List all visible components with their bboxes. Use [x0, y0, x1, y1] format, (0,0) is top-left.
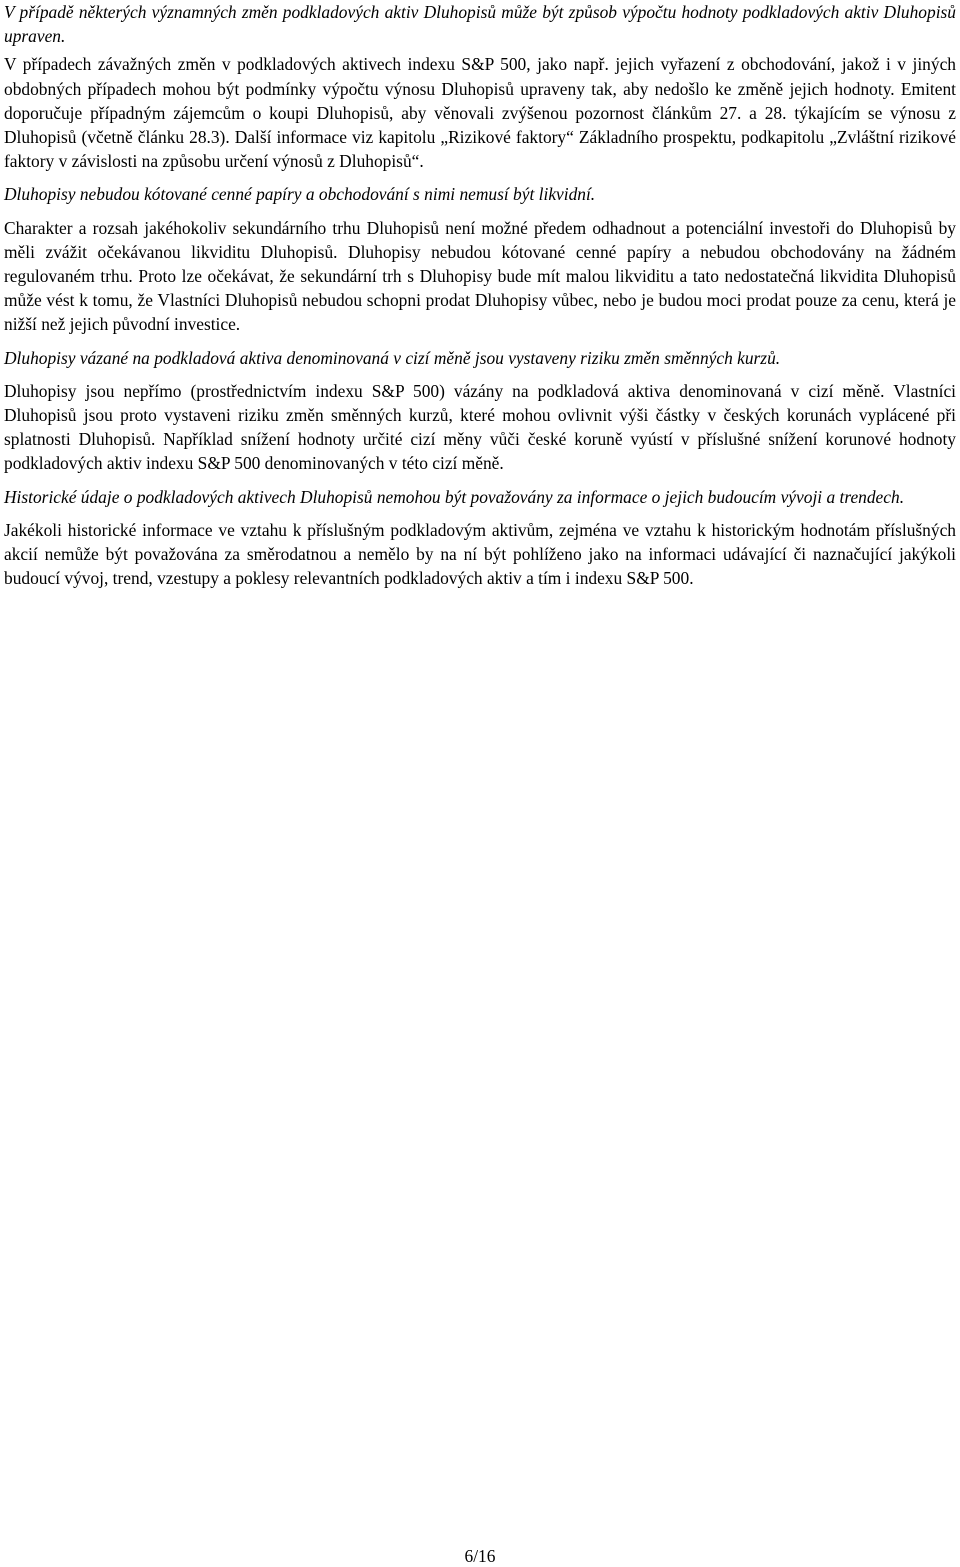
paragraph-currency-warning: Dluhopisy vázané na podkladová aktiva denominovaná v cizí měně jsou vystaveny riziku změn směnných kurzů.: [4, 347, 781, 368]
page-number: 6/16: [464, 1546, 496, 1566]
paragraph-liquidity-details: Charakter a rozsah jakéhokoliv sekundárního trhu Dluhopisů není možné předem odhadnout a potenciální investoři do Dluhopisů by měli zvážit očekávanou likviditu Dluhopisů. Dluhopisy nebudou kótované cenné papíry a nebudou obchodovány na žádném regulovaném trhu. Proto lze očekávat, že sekundární trh s Dluhopisy bude mít malou likviditu a tato nedostatečná likvidita Dluhopisů může vést k tomu, že Vlastníci Dluhopisů nebudou schopni prodat Dluhopisy vůbec, nebo je budou moci prodat pouze za cenu, která je nižší než jejich původní investice.: [4, 217, 956, 335]
paragraph-liquidity-warning: Dluhopisy nebudou kótované cenné papíry a obchodování s nimi nemusí být likvidní.: [4, 184, 596, 205]
document-page: [4, 0, 956, 590]
paragraph-adjustment-details: V případech závažných změn v podkladových aktivech indexu S&P 500, jako např. jejich vyřazení z obchodování, jakož i v jiných obdobných případech mohou být podmínky výpočtu výnosu Dluhopisů upraveny tak, aby nedošlo ke změně jejich hodnoty. Emitent doporučuje případným zájemcům o koupi Dluhopisů, aby věnovali zvýšenou pozornost článkům 27. a 28. týkajícím se výnosu z Dluhopisů (včetně článku 28.3). Další informace viz kapitolu „Rizikové faktory“ Základního prospektu, podkapitolu „Zvláštní rizikové faktory v závislosti na způsobu určení výnosů z Dluhopisů“.: [4, 54, 956, 172]
paragraph-historical-warning: Historické údaje o podkladových aktivech Dluhopisů nemohou být považovány za informace o jejich budoucím vývoji a trendech.: [4, 486, 905, 507]
paragraph-currency-details: Dluhopisy jsou nepřímo (prostřednictvím indexu S&P 500) vázány na podkladová aktiva denominovaná v cizí měně. Vlastníci Dluhopisů jsou proto vystaveni riziku změn směnných kurzů, které mohou ovlivnit výši částky v českých korunách vyplácené při splatnosti Dluhopisů. Například snížení hodnoty určité cizí měny vůči české koruně vyústí v příslušné snížení korunové hodnoty podkladových aktiv indexu S&P 500 denominovaných v této cizí měně.: [4, 380, 956, 474]
paragraph-historical-details: Jakékoli historické informace ve vztahu k příslušným podkladovým aktivům, zejména ve vztahu k historickým hodnotám příslušných akcií nemůže být považována za směrodatnou a nemělo by na ní být pohlíženo jako na informaci udávající či naznačující jakýkoli budoucí vývoj, trend, vzestupy a poklesy relevantních podkladových aktiv a tím i indexu S&P 500.: [4, 519, 956, 589]
paragraph-adjustment-warning: V případě některých významných změn podkladových aktiv Dluhopisů může být způsob výpočtu hodnoty podkladových aktiv Dluhopisů upraven.: [4, 2, 956, 47]
